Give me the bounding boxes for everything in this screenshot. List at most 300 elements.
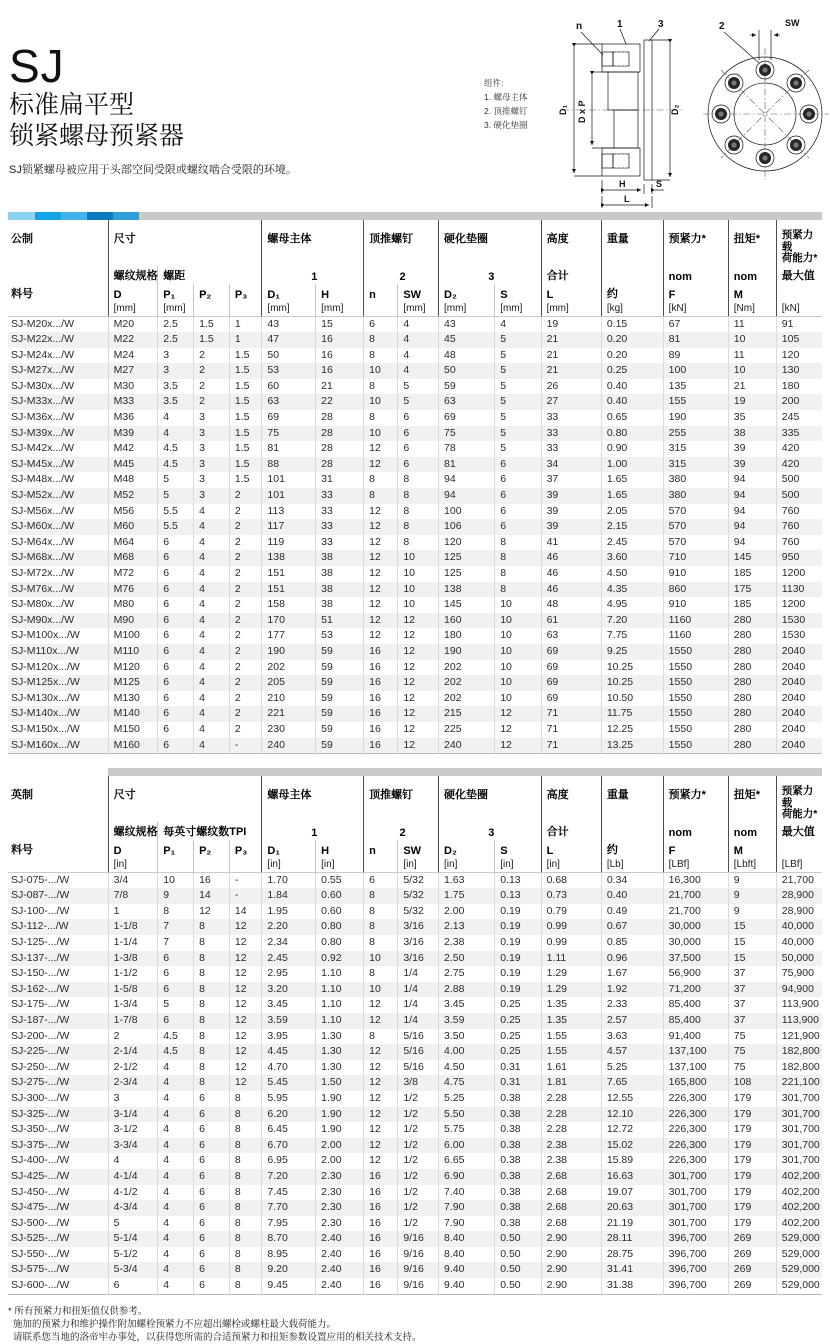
- table-row: [8, 706, 822, 722]
- value-cell: 69: [541, 644, 601, 660]
- value-cell: 91,400: [663, 1029, 728, 1045]
- value-cell: 137,100: [663, 1044, 728, 1060]
- value-cell: 0.38: [495, 1122, 541, 1138]
- value-cell: 10: [495, 613, 541, 629]
- value-cell: 6: [158, 982, 194, 998]
- value-cell: 151: [262, 582, 316, 598]
- part-number-cell: SJ-525-.../W: [11, 1232, 70, 1245]
- value-cell: 301,700: [776, 1091, 822, 1107]
- value-cell: 3/16: [398, 919, 439, 935]
- capacity-line1: 预紧力载: [781, 785, 814, 809]
- value-cell: 570: [663, 504, 728, 520]
- value-cell: 2040: [776, 706, 822, 722]
- column-unit: [in]: [541, 858, 601, 873]
- value-cell: 4: [158, 1107, 194, 1123]
- value-cell: 0.67: [601, 919, 663, 935]
- table-row: [8, 1091, 822, 1107]
- value-cell: 46: [541, 550, 601, 566]
- value-cell: 175: [728, 582, 776, 598]
- value-cell: 202: [439, 691, 495, 707]
- value-cell: 10.25: [601, 675, 663, 691]
- value-cell: 4: [194, 597, 230, 613]
- value-cell: 420: [776, 441, 822, 457]
- value-cell: 179: [728, 1122, 776, 1138]
- column-unit: [mm]: [541, 302, 601, 317]
- column-symbol: P₃: [229, 284, 262, 302]
- value-cell: 402,200: [776, 1216, 822, 1232]
- value-cell: 1550: [663, 644, 728, 660]
- value-cell: M33: [108, 394, 158, 410]
- value-cell: 269: [728, 1262, 776, 1278]
- value-cell: 1.90: [316, 1091, 364, 1107]
- value-cell: 180: [776, 379, 822, 395]
- value-cell: 69: [439, 410, 495, 426]
- value-cell: 1/4: [398, 982, 439, 998]
- value-cell: 2: [229, 582, 262, 598]
- value-cell: 8: [229, 1107, 262, 1123]
- value-cell: 160: [439, 613, 495, 629]
- value-cell: 3.59: [439, 1013, 495, 1029]
- value-cell: 28: [316, 426, 364, 442]
- value-cell: 1.29: [541, 966, 601, 982]
- subgroup-header-row: [8, 266, 822, 284]
- value-cell: 8.40: [439, 1231, 495, 1247]
- table-row: [8, 535, 822, 551]
- value-cell: 165,800: [663, 1075, 728, 1091]
- value-cell: 2: [229, 613, 262, 629]
- value-cell: 117: [262, 519, 316, 535]
- value-cell: 145: [439, 597, 495, 613]
- value-cell: 1/2: [398, 1138, 439, 1154]
- value-cell: 6.20: [262, 1107, 316, 1123]
- value-cell: 69: [541, 660, 601, 676]
- value-cell: 4-1/2: [108, 1185, 158, 1201]
- value-cell: 6: [158, 951, 194, 967]
- value-cell: 1.10: [316, 1013, 364, 1029]
- value-cell: 6: [194, 1138, 230, 1154]
- value-cell: 2.40: [316, 1231, 364, 1247]
- value-cell: 16: [316, 363, 364, 379]
- value-cell: 2: [229, 504, 262, 520]
- value-cell: 1.5: [229, 410, 262, 426]
- value-cell: 6: [194, 1247, 230, 1263]
- washer-number: 3: [439, 266, 542, 284]
- table-row: [8, 1169, 822, 1185]
- value-cell: 3: [194, 410, 230, 426]
- value-cell: 10: [398, 550, 439, 566]
- value-cell: 2.90: [541, 1231, 601, 1247]
- value-cell: 12: [229, 919, 262, 935]
- value-cell: 48: [541, 597, 601, 613]
- part-number-cell: SJ-M150x.../W: [11, 722, 80, 735]
- value-cell: 8: [495, 535, 541, 551]
- value-cell: 5.25: [439, 1091, 495, 1107]
- value-cell: 255: [663, 426, 728, 442]
- value-cell: M76: [108, 582, 158, 598]
- value-cell: 0.25: [495, 997, 541, 1013]
- value-cell: 2.50: [439, 951, 495, 967]
- value-cell: 2.00: [439, 904, 495, 920]
- value-cell: M24: [108, 348, 158, 364]
- value-cell: 2.00: [316, 1153, 364, 1169]
- value-cell: 75: [728, 1044, 776, 1060]
- value-cell: 6.90: [439, 1169, 495, 1185]
- value-cell: 16.63: [601, 1169, 663, 1185]
- value-cell: M90: [108, 613, 158, 629]
- value-cell: M72: [108, 566, 158, 582]
- value-cell: 1-7/8: [108, 1013, 158, 1029]
- value-cell: 0.60: [316, 888, 364, 904]
- value-cell: 10: [495, 644, 541, 660]
- value-cell: 9.40: [439, 1278, 495, 1294]
- value-cell: 8: [495, 566, 541, 582]
- value-cell: 9: [158, 888, 194, 904]
- value-cell: 1.90: [316, 1107, 364, 1123]
- units-blank: [8, 858, 108, 873]
- value-cell: 6: [158, 660, 194, 676]
- table-row: [8, 1278, 822, 1294]
- group-preload: 预紧力*: [663, 776, 728, 822]
- column-units-row: [8, 858, 822, 873]
- value-cell: 6: [158, 582, 194, 598]
- value-cell: 0.55: [316, 872, 364, 888]
- value-cell: 8: [364, 488, 398, 504]
- part-number-cell: SJ-M45x.../W: [11, 457, 75, 470]
- value-cell: 60: [262, 379, 316, 395]
- value-cell: 0.38: [495, 1091, 541, 1107]
- value-cell: 2-1/4: [108, 1044, 158, 1060]
- value-cell: 16: [364, 644, 398, 660]
- column-symbol: 约: [601, 284, 663, 302]
- value-cell: 226,300: [663, 1153, 728, 1169]
- value-cell: 12: [398, 691, 439, 707]
- product-diagram: [478, 14, 830, 212]
- value-cell: 221,100: [776, 1075, 822, 1091]
- table-row: [8, 426, 822, 442]
- value-cell: 0.25: [495, 1013, 541, 1029]
- value-cell: 21,700: [663, 904, 728, 920]
- footnote-line: * 所有预紧力和扭矩值仅供参考。: [8, 1305, 148, 1317]
- value-cell: 215: [439, 706, 495, 722]
- value-cell: 6: [398, 441, 439, 457]
- units-blank: [8, 302, 108, 317]
- value-cell: 240: [439, 738, 495, 754]
- column-symbol: D₂: [439, 284, 495, 302]
- value-cell: 10: [728, 332, 776, 348]
- value-cell: 1200: [776, 597, 822, 613]
- column-unit: [mm]: [316, 302, 364, 317]
- value-cell: 2.28: [541, 1091, 601, 1107]
- value-cell: 38: [316, 582, 364, 598]
- value-cell: 1.95: [262, 904, 316, 920]
- value-cell: 6.00: [439, 1138, 495, 1154]
- value-cell: 53: [262, 363, 316, 379]
- value-cell: 31: [316, 472, 364, 488]
- value-cell: 2040: [776, 675, 822, 691]
- value-cell: 3/16: [398, 935, 439, 951]
- value-cell: 2.68: [541, 1185, 601, 1201]
- value-cell: 1.10: [316, 966, 364, 982]
- value-cell: M48: [108, 472, 158, 488]
- group-height: 高度: [541, 776, 601, 822]
- column-symbol: L: [541, 284, 601, 302]
- value-cell: 280: [728, 691, 776, 707]
- value-cell: 8: [364, 410, 398, 426]
- value-cell: 6.45: [262, 1122, 316, 1138]
- value-cell: 10: [728, 363, 776, 379]
- value-cell: 190: [663, 410, 728, 426]
- value-cell: 34: [541, 457, 601, 473]
- imperial-spec-table: [8, 776, 822, 1295]
- value-cell: 10: [495, 628, 541, 644]
- value-cell: 94: [728, 519, 776, 535]
- value-cell: 2: [229, 519, 262, 535]
- value-cell: 2.30: [316, 1200, 364, 1216]
- value-cell: 2.68: [541, 1200, 601, 1216]
- value-cell: 0.19: [495, 935, 541, 951]
- value-cell: 28: [316, 410, 364, 426]
- column-unit: [229, 302, 262, 317]
- value-cell: 179: [728, 1107, 776, 1123]
- table-row: [8, 1044, 822, 1060]
- value-cell: 59: [439, 379, 495, 395]
- value-cell: 4: [194, 535, 230, 551]
- value-cell: 3: [108, 1091, 158, 1107]
- accent-segment: [113, 212, 139, 220]
- value-cell: 500: [776, 488, 822, 504]
- value-cell: 15: [316, 316, 364, 332]
- value-cell: 0.25: [495, 1044, 541, 1060]
- value-cell: 15: [728, 935, 776, 951]
- value-cell: 50: [262, 348, 316, 364]
- value-cell: 3.59: [262, 1013, 316, 1029]
- value-cell: 6: [495, 488, 541, 504]
- value-cell: 177: [262, 628, 316, 644]
- value-cell: 0.13: [495, 888, 541, 904]
- value-cell: 100: [439, 504, 495, 520]
- value-cell: 0.19: [495, 951, 541, 967]
- value-cell: 5-1/4: [108, 1231, 158, 1247]
- table-row: [8, 997, 822, 1013]
- value-cell: 12: [398, 675, 439, 691]
- set-screw-number: 2: [364, 822, 439, 840]
- value-cell: 4.95: [601, 597, 663, 613]
- part-number-cell: SJ-325-.../W: [11, 1107, 70, 1120]
- value-cell: 4.5: [158, 457, 194, 473]
- value-cell: 4.57: [601, 1044, 663, 1060]
- value-cell: 3: [158, 348, 194, 364]
- value-cell: 760: [776, 535, 822, 551]
- value-cell: 6.65: [439, 1153, 495, 1169]
- value-cell: 179: [728, 1153, 776, 1169]
- value-cell: 113,900: [776, 1013, 822, 1029]
- value-cell: 1.30: [316, 1029, 364, 1045]
- value-cell: 14: [194, 888, 230, 904]
- value-cell: 145: [728, 550, 776, 566]
- value-cell: -: [229, 872, 262, 888]
- value-cell: 2.45: [262, 951, 316, 967]
- column-symbol: P₂: [194, 840, 230, 858]
- value-cell: 8: [229, 1247, 262, 1263]
- value-cell: 4: [158, 1185, 194, 1201]
- column-symbol: D₂: [439, 840, 495, 858]
- value-cell: 12: [229, 1013, 262, 1029]
- value-cell: 4: [194, 582, 230, 598]
- value-cell: 4: [158, 1075, 194, 1091]
- value-cell: 1.5: [229, 426, 262, 442]
- group-weight: 重量: [601, 776, 663, 822]
- value-cell: 75,900: [776, 966, 822, 982]
- value-cell: 7.90: [439, 1216, 495, 1232]
- value-cell: 16: [364, 706, 398, 722]
- value-cell: 81: [439, 457, 495, 473]
- value-cell: 120: [776, 348, 822, 364]
- value-cell: 130: [776, 363, 822, 379]
- value-cell: 75: [262, 426, 316, 442]
- table-row: [8, 457, 822, 473]
- footnote-line: 请联系您当地的洛帝牢办事处，以获得您所需的合适预紧力和扭矩参数设置应用的相关技术支持。: [13, 1331, 422, 1343]
- value-cell: 2: [229, 660, 262, 676]
- value-cell: 910: [663, 566, 728, 582]
- value-cell: 1/2: [398, 1216, 439, 1232]
- value-cell: 1550: [663, 722, 728, 738]
- value-cell: 94: [439, 488, 495, 504]
- value-cell: 2.30: [316, 1185, 364, 1201]
- table-row: [8, 1185, 822, 1201]
- value-cell: 950: [776, 550, 822, 566]
- value-cell: 0.38: [495, 1153, 541, 1169]
- value-cell: 94,900: [776, 982, 822, 998]
- value-cell: 12: [229, 935, 262, 951]
- table-row: [8, 1122, 822, 1138]
- table-row: [8, 919, 822, 935]
- value-cell: 2.38: [541, 1138, 601, 1154]
- table-row: [8, 1029, 822, 1045]
- part-number-cell: SJ-550-.../W: [11, 1247, 70, 1260]
- value-cell: M30: [108, 379, 158, 395]
- dim-s: S: [656, 179, 663, 189]
- value-cell: 1550: [663, 691, 728, 707]
- value-cell: 16: [364, 1247, 398, 1263]
- value-cell: 6: [158, 566, 194, 582]
- value-cell: 0.40: [601, 379, 663, 395]
- value-cell: 85,400: [663, 1013, 728, 1029]
- accent-segment-rest: [139, 212, 822, 220]
- value-cell: 2: [229, 706, 262, 722]
- column-unit: [364, 858, 398, 873]
- value-cell: 3.45: [262, 997, 316, 1013]
- dim-dxp: D x P: [577, 100, 587, 123]
- group-nut-body: 螺母主体: [262, 776, 364, 822]
- value-cell: 0.19: [495, 904, 541, 920]
- value-cell: 280: [728, 644, 776, 660]
- value-cell: 5: [495, 348, 541, 364]
- value-cell: 4: [158, 1091, 194, 1107]
- value-cell: 4: [194, 660, 230, 676]
- value-cell: 1.65: [601, 488, 663, 504]
- value-cell: 2-3/4: [108, 1075, 158, 1091]
- value-cell: 5.95: [262, 1091, 316, 1107]
- column-symbol: F: [663, 284, 728, 302]
- value-cell: 1-3/8: [108, 951, 158, 967]
- value-cell: 9: [728, 872, 776, 888]
- value-cell: 10: [495, 675, 541, 691]
- value-cell: 7.20: [601, 613, 663, 629]
- value-cell: 1.5: [229, 348, 262, 364]
- column-unit: [229, 858, 262, 873]
- value-cell: 4: [194, 628, 230, 644]
- value-cell: 2.00: [316, 1138, 364, 1154]
- value-cell: 9.40: [439, 1262, 495, 1278]
- value-cell: 12: [364, 1013, 398, 1029]
- page-title: SJ: [9, 40, 65, 92]
- value-cell: 0.50: [495, 1247, 541, 1263]
- value-cell: 179: [728, 1169, 776, 1185]
- value-cell: 101: [262, 472, 316, 488]
- value-cell: 8: [229, 1200, 262, 1216]
- value-cell: 39: [541, 488, 601, 504]
- value-cell: 8: [364, 379, 398, 395]
- value-cell: 5/16: [398, 1029, 439, 1045]
- value-cell: 125: [439, 550, 495, 566]
- column-unit: [mm]: [439, 302, 495, 317]
- value-cell: 2.15: [601, 519, 663, 535]
- value-cell: 5/32: [398, 888, 439, 904]
- value-cell: 9/16: [398, 1262, 439, 1278]
- value-cell: 226,300: [663, 1107, 728, 1123]
- value-cell: 16: [364, 738, 398, 754]
- value-cell: M36: [108, 410, 158, 426]
- part-number-cell: SJ-M72x.../W: [11, 567, 75, 579]
- value-cell: 121,900: [776, 1029, 822, 1045]
- value-cell: 0.96: [601, 951, 663, 967]
- value-cell: 1.11: [541, 951, 601, 967]
- value-cell: 2.30: [316, 1216, 364, 1232]
- column-unit: [364, 302, 398, 317]
- value-cell: 396,700: [663, 1278, 728, 1294]
- value-cell: 53: [316, 628, 364, 644]
- value-cell: 21: [316, 379, 364, 395]
- value-cell: 16: [364, 1200, 398, 1216]
- value-cell: 4.75: [439, 1075, 495, 1091]
- value-cell: M130: [108, 691, 158, 707]
- value-cell: 1: [229, 332, 262, 348]
- value-cell: 2.5: [158, 332, 194, 348]
- value-cell: 21.19: [601, 1216, 663, 1232]
- value-cell: 8: [229, 1231, 262, 1247]
- value-cell: 28: [316, 441, 364, 457]
- value-cell: 4.00: [439, 1044, 495, 1060]
- value-cell: 202: [439, 660, 495, 676]
- value-cell: 3.60: [601, 550, 663, 566]
- column-symbol: P₁: [158, 840, 194, 858]
- value-cell: 12: [495, 738, 541, 754]
- part-number-cell: SJ-375-.../W: [11, 1138, 70, 1151]
- value-cell: 0.40: [601, 888, 663, 904]
- value-cell: 8.70: [262, 1231, 316, 1247]
- value-cell: M42: [108, 441, 158, 457]
- value-cell: M22: [108, 332, 158, 348]
- value-cell: 12: [229, 1060, 262, 1076]
- value-cell: 0.38: [495, 1200, 541, 1216]
- value-cell: 1-5/8: [108, 982, 158, 998]
- value-cell: 28: [316, 457, 364, 473]
- part-number-cell: SJ-187-.../W: [11, 1013, 70, 1026]
- part-number-cell: SJ-112-.../W: [11, 920, 69, 933]
- value-cell: 3/4: [108, 872, 158, 888]
- value-cell: 2: [229, 535, 262, 551]
- value-cell: 2: [229, 691, 262, 707]
